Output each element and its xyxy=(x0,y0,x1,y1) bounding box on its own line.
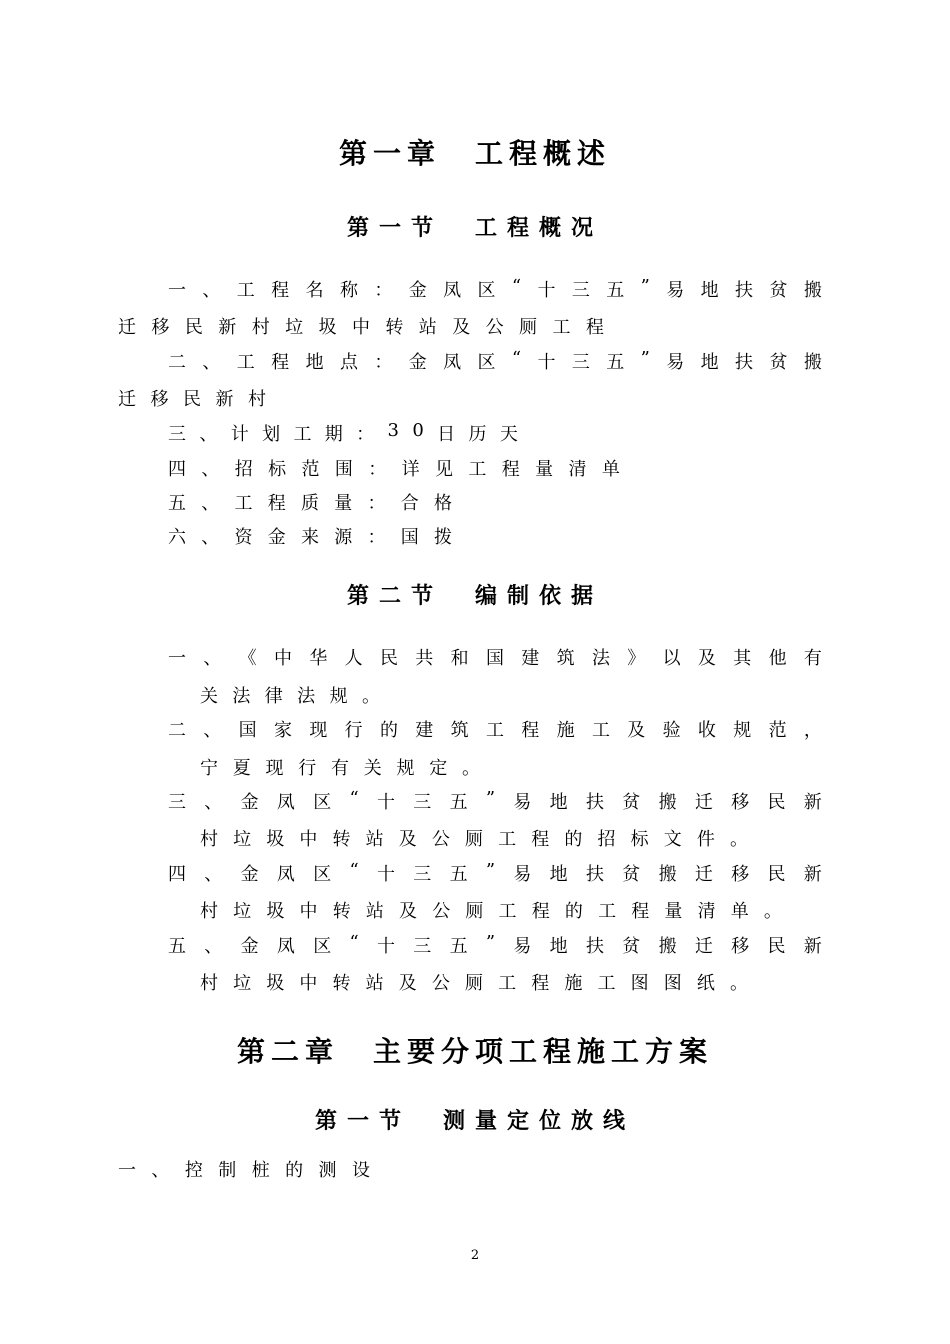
basis-line-9: 五 、 金 凤 区 “ 十 三 五 ” 易 地 扶 贫 搬 迁 移 民 新 xyxy=(168,932,822,957)
basis-line-2: 关 法 律 法 规 。 xyxy=(200,686,380,707)
basis-line-3: 二 、 国 家 现 行 的 建 筑 工 程 施 工 及 验 收 规 范 ， xyxy=(168,720,822,741)
overview-line-2: 迁 移 民 新 村 垃 圾 中 转 站 及 公 厕 工 程 xyxy=(118,317,604,338)
overview-line-5: 三 、 计 划 工 期 ： 3 0 日 历 天 xyxy=(168,420,518,445)
overview-line-7: 五 、 工 程 质 量 ： 合 格 xyxy=(168,493,452,514)
survey-item-1: 一 、 控 制 桩 的 测 设 xyxy=(118,1160,370,1181)
chapter-1-section-1-title: 第一节 工程概况 xyxy=(346,216,603,241)
basis-line-8: 村 垃 圾 中 转 站 及 公 厕 工 程 的 工 程 量 清 单 。 xyxy=(200,901,782,922)
overview-line-3: 二 、 工 程 地 点 ： 金 凤 区 “ 十 三 五 ” 易 地 扶 贫 搬 xyxy=(168,348,822,373)
overview-line-4: 迁 移 民 新 村 xyxy=(118,389,266,410)
chapter-1-section-2-title: 第二节 编制依据 xyxy=(346,584,603,609)
chapter-1-title: 第一章 工程概述 xyxy=(338,137,611,170)
basis-line-5: 三 、 金 凤 区 “ 十 三 五 ” 易 地 扶 贫 搬 迁 移 民 新 xyxy=(168,788,822,813)
overview-line-1: 一 、 工 程 名 称 ： 金 凤 区 “ 十 三 五 ” 易 地 扶 贫 搬 xyxy=(168,276,822,301)
basis-line-7: 四 、 金 凤 区 “ 十 三 五 ” 易 地 扶 贫 搬 迁 移 民 新 xyxy=(168,860,822,885)
basis-line-1: 一 、 《 中 华 人 民 共 和 国 建 筑 法 》 以 及 其 他 有 xyxy=(168,648,822,669)
chapter-2-title: 第二章 主要分项工程施工方案 xyxy=(236,1035,713,1068)
overview-line-6: 四 、 招 标 范 围 ： 详 见 工 程 量 清 单 xyxy=(168,459,620,480)
chapter-2-section-1-title: 第一节 测量定位放线 xyxy=(314,1109,635,1134)
basis-line-6: 村 垃 圾 中 转 站 及 公 厕 工 程 的 招 标 文 件 。 xyxy=(200,829,748,850)
basis-line-4: 宁 夏 现 行 有 关 规 定 。 xyxy=(200,758,480,779)
page-number: 2 xyxy=(470,1248,480,1263)
basis-line-10: 村 垃 圾 中 转 站 及 公 厕 工 程 施 工 图 图 纸 。 xyxy=(200,973,748,994)
overview-line-8: 六 、 资 金 来 源 ： 国 拨 xyxy=(168,527,452,548)
